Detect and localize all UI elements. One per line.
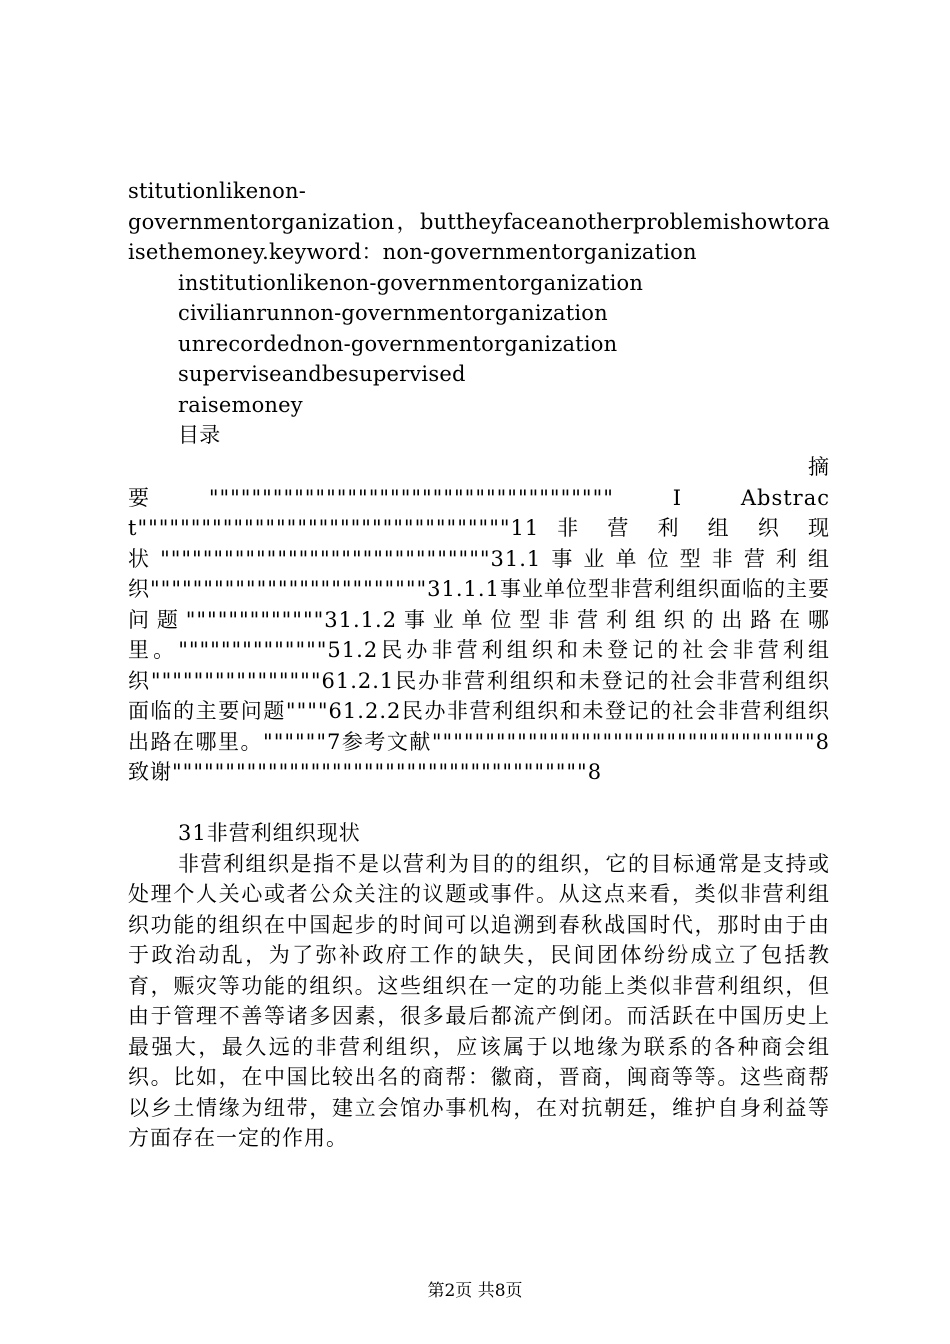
section-title: 31非营利组织现状 xyxy=(178,821,361,845)
toc-body: 要""""""""""""""""""""""""""""""""""""""ⅠAbstract"""""""""""""""""""""""""""""""""""11 非 营 利 组 织 现状"""""""""""""""""""""""""""""""31.1事业单位型非营利组织""""""""""""""""""""""""""31.1.1事业单位型非营利组织面临的主要问题"""""""""""""31.1.2事业单位型非营利组织的出路在哪里。""""""""""""""51.2民办非营利组织和未登记的社会非营利组织""""""""""""""""61.2.1民办非营利组织和未登记的社会非营利组织面临的主要问题""""61.2.2民办非营利组织和未登记的社会非营利组织出路在哪里。""""""7参考文献""""""""""""""""""""""""""""""""""""8 致谢"""""""""""""""""""""""""""""""""""""""8 xyxy=(128,485,830,784)
keyword-item: superviseandbesupervised xyxy=(178,362,466,386)
toc-first-char: 摘 xyxy=(808,455,830,479)
table-of-contents xyxy=(128,452,830,788)
keyword-item: civilianrunnon-governmentorganization xyxy=(178,301,608,325)
abstract-text-line-2: governmentorganization，buttheyfaceanotherproblemishowtoraisethemoney.keyword：non-governmentorganization xyxy=(128,209,830,264)
keyword-item: raisemoney xyxy=(178,392,303,417)
keyword-item: unrecordednon-governmentorganization xyxy=(178,331,618,356)
toc-heading: 目录 xyxy=(178,423,221,447)
english-abstract-block xyxy=(128,176,830,451)
page-footer: 第2页 共8页 xyxy=(427,1281,523,1301)
abstract-text-line-1: stitutionlikenon- xyxy=(128,179,306,203)
keyword-item: institutionlikenon-governmentorganization xyxy=(178,270,644,295)
section-paragraph: 非营利组织是指不是以营利为目的的组织，它的目标通常是支持或处理个人关心或者公众关注的议题或事件。从这点来看，类似非营利组织功能的组织在中国起步的时间可以追溯到春秋战国时代，那时由于由于政治动乱，为了弥补政府工作的缺失，民间团体纷纷成立了包括教育，赈灾等功能的组织。这些组织在一定的功能上类似非营利组织，但由于管理不善等诸多因素，很多最后都流产倒闭。而活跃在中国历史上最强大，最久远的非营利组织，应该属于以地缘为联系的各种商会组织。比如，在中国比较出名的商帮：徽商，晋商，闽商等等。这些商帮以乡土情缘为纽带，建立会馆办事机构，在对抗朝廷，维护自身利益等方面存在一定的作用。 xyxy=(128,851,830,1150)
section-block xyxy=(128,818,830,1154)
